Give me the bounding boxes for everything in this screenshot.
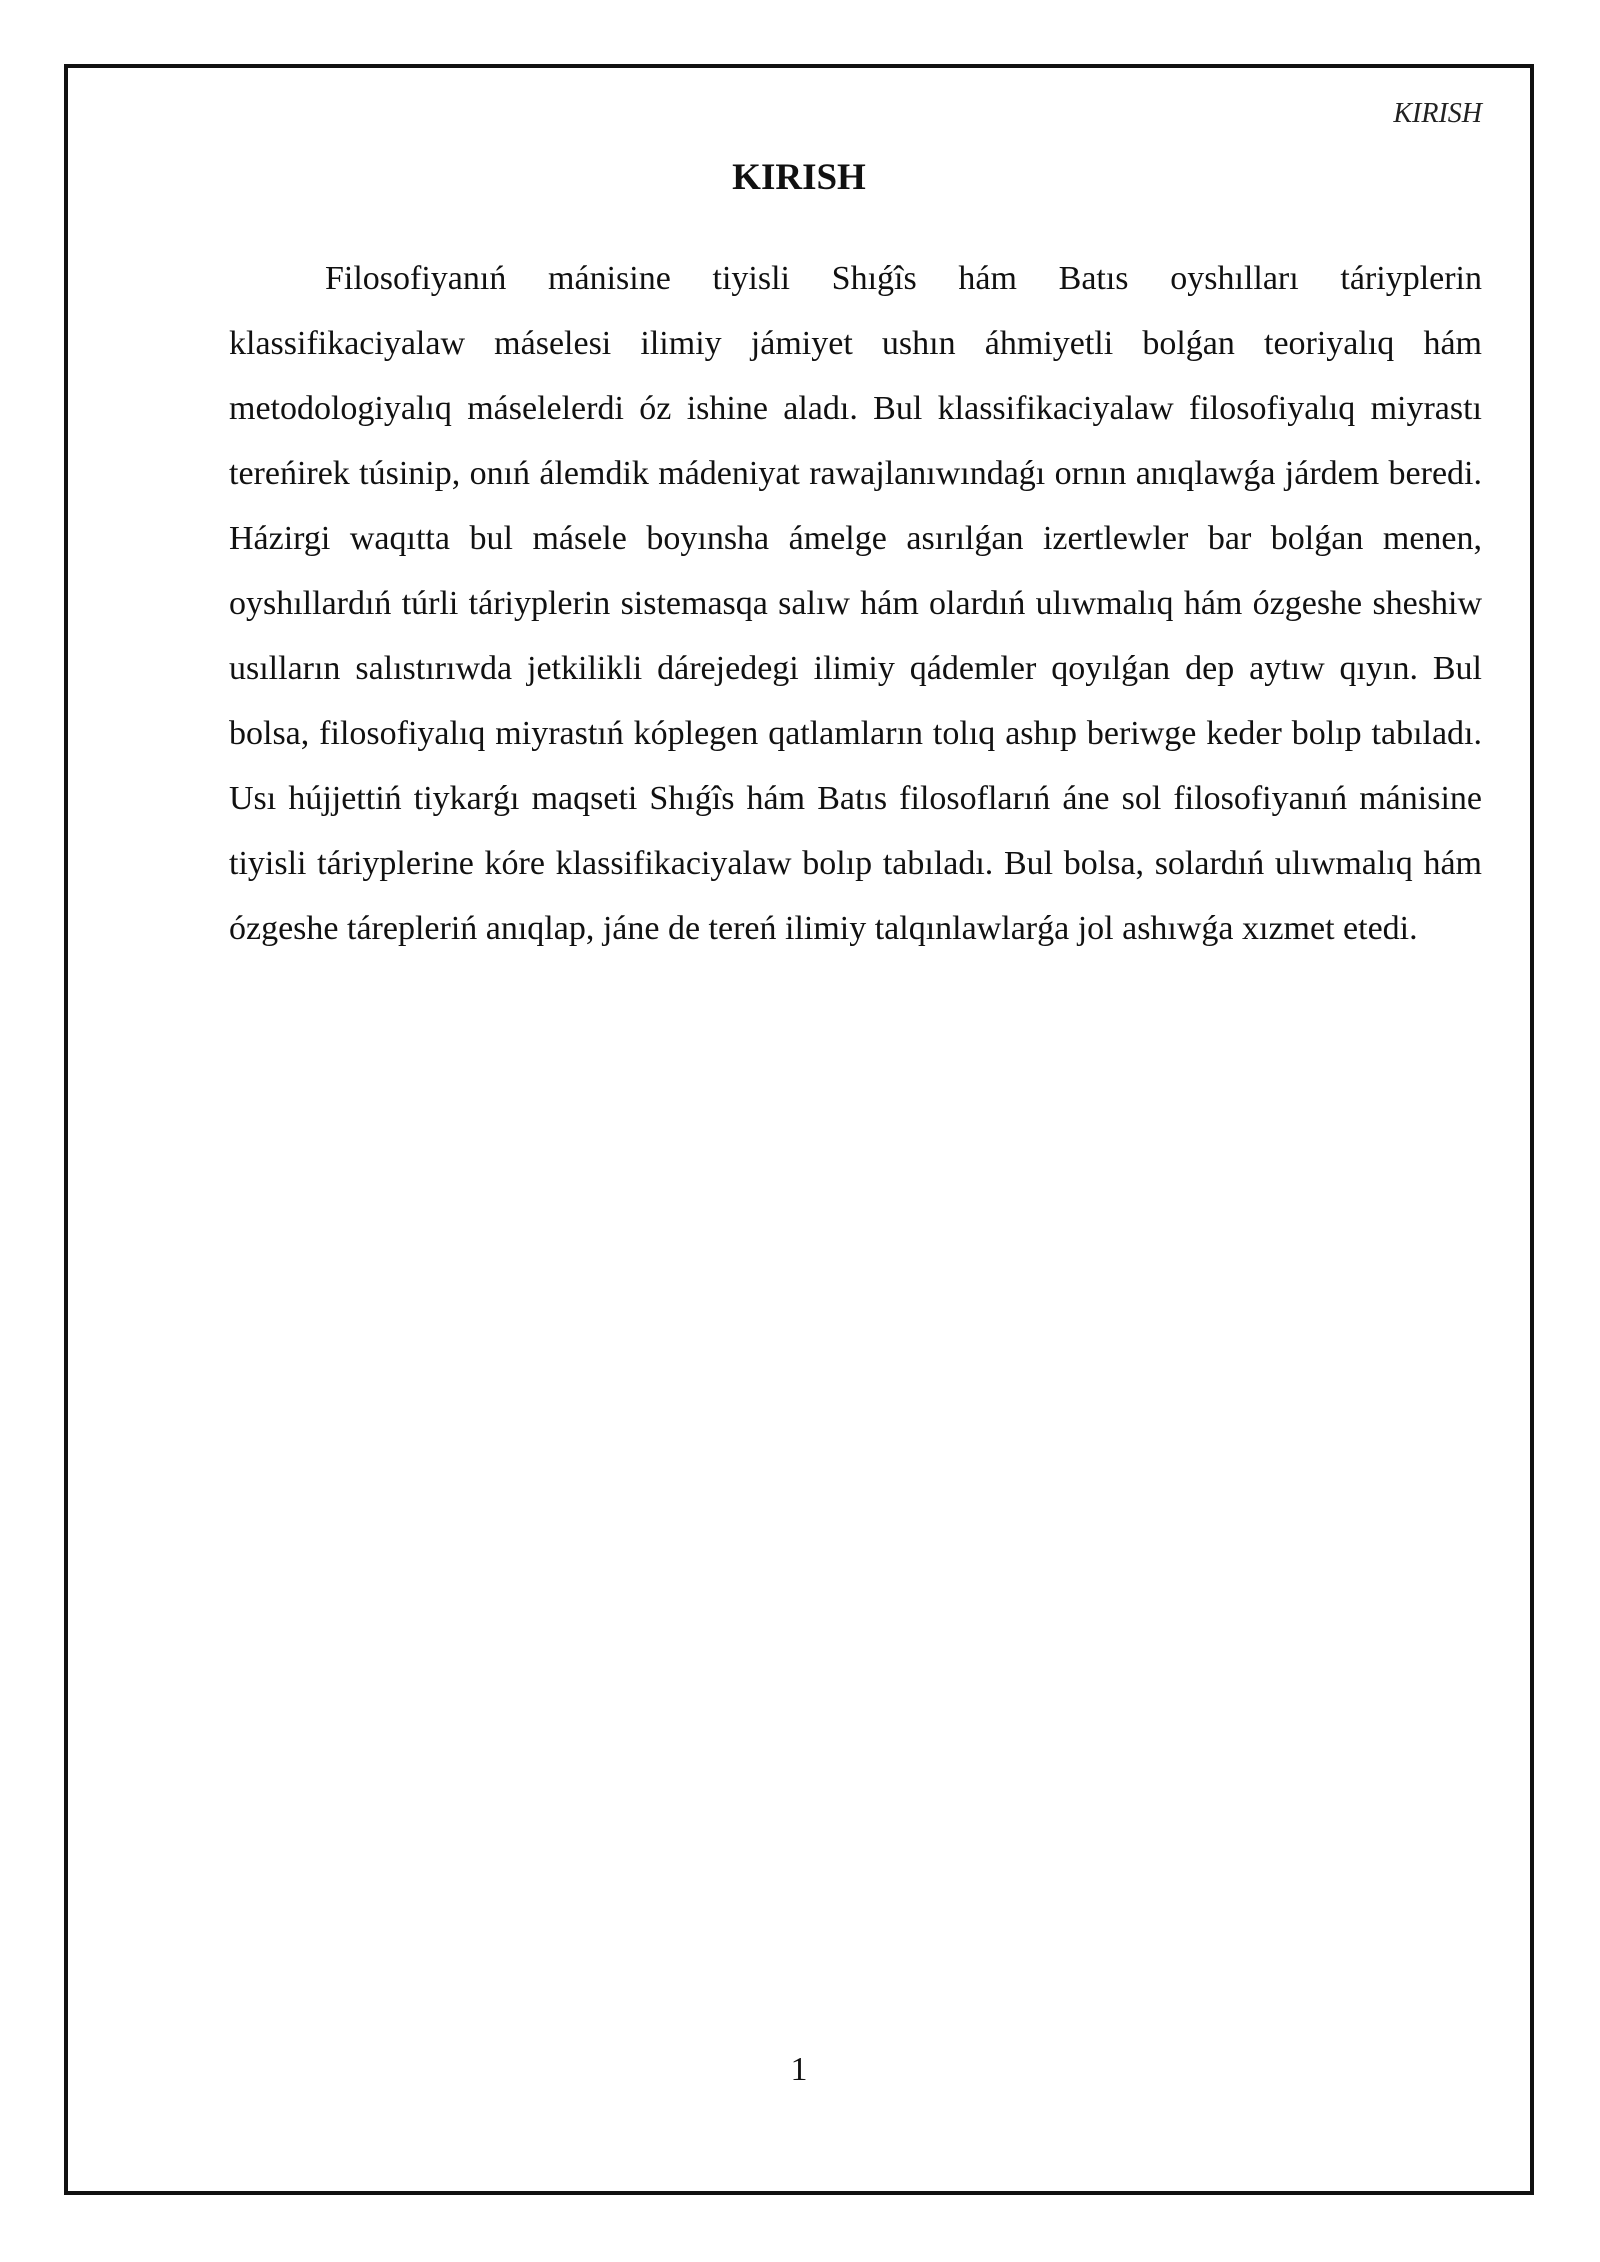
page-number: 1: [790, 2051, 808, 2088]
body-paragraph: Filosofiyanıń mánisine tiyisli Shıǵîs hám Batıs oyshılları táriyplerin klassifikaciyalaw máselesi ilimiy jámiyet ushın áhmiyetli bolǵan teoriyalıq hám metodologiyalıq máselelerdi óz ishine aladı. Bul klassifikaciyalaw filosofiyalıq miyrastı tereńirek túsinip, onıń álemdik mádeniyat rawajlanıwındaǵı ornın anıqlawǵa járdem beredi. Házirgi waqıtta bul másele boyınsha ámelge asırılǵan izertlewler bar bolǵan menen, oyshıllardıń túrli táriyplerin sistemasqa salıw hám olardıń ulıwmalıq hám ózgeshe sheshiw usılların salıstırıwda jetkilikli dárejedegi ilimiy qádemler qoyılǵan dep aytıw qıyın. Bul bolsa, filosofiyalıq miyrastıń kóplegen qatlamların tolıq ashıp beriwge keder bolıp tabıladı. Usı hújjettiń tiykarǵı maqseti Shıǵîs hám Batıs filosoflarıń áne sol filosofiyanıń mánisine tiyisli táriyplerine kóre klassifikaciyalaw bolıp tabıladı. Bul bolsa, solardıń ulıwmalıq hám ózgeshe tárepleriń anıqlap, jáne de tereń ilimiy talqınlawlarǵa jol ashıwǵa xızmet etedi.: [229, 260, 1482, 947]
page-border: [64, 64, 1534, 2195]
running-header: KIRISH: [1393, 98, 1482, 129]
page-title: KIRISH: [732, 157, 866, 198]
